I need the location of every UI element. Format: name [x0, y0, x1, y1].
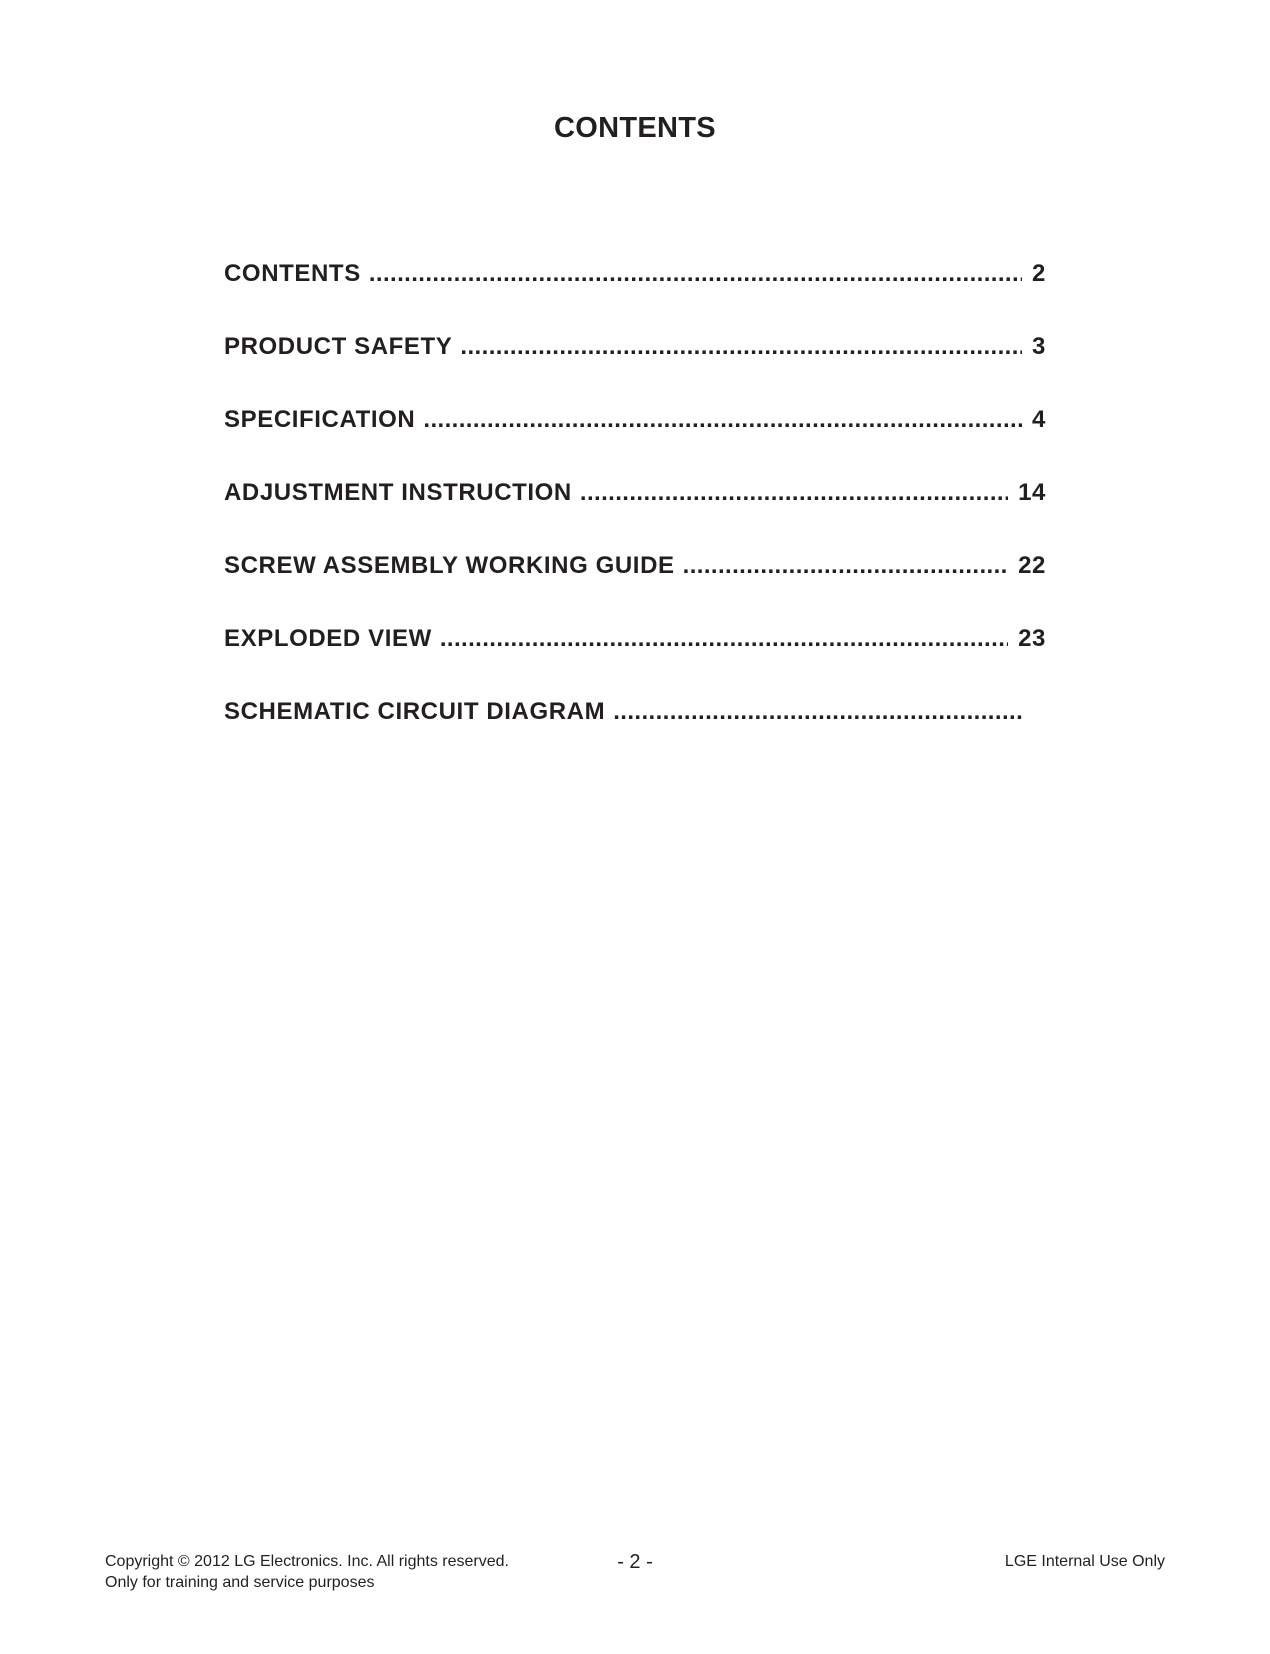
toc-leader-dots: [460, 333, 1022, 361]
toc-leader-dots: [369, 260, 1022, 288]
table-of-contents: [224, 260, 1046, 771]
footer-internal-notice: LGE Internal Use Only: [1004, 1553, 1165, 1570]
toc-label: ADJUSTMENT INSTRUCTION: [224, 479, 572, 506]
footer-copyright: Copyright © 2012 LG Electronics. Inc. All rights reserved.: [105, 1553, 509, 1570]
toc-entry-exploded-view[interactable]: [224, 625, 1046, 698]
toc-label: SPECIFICATION: [224, 406, 416, 433]
footer-page-number: - 2 -: [617, 1551, 653, 1573]
toc-label: PRODUCT SAFETY: [224, 333, 453, 360]
toc-entry-contents[interactable]: [224, 260, 1046, 333]
toc-entry-schematic-circuit-diagram[interactable]: [224, 698, 1046, 771]
toc-entry-product-safety[interactable]: [224, 333, 1046, 406]
footer-purpose: Only for training and service purposes: [105, 1574, 375, 1591]
toc-page-number: 3: [1032, 333, 1046, 360]
toc-leader-dots: [580, 479, 1008, 507]
toc-leader-dots: [683, 552, 1008, 580]
toc-entry-specification[interactable]: [224, 406, 1046, 479]
toc-leader-dots: [613, 698, 1022, 726]
toc-page-number: 2: [1032, 260, 1046, 287]
toc-label: EXPLODED VIEW: [224, 625, 432, 652]
toc-page-number: 23: [1018, 625, 1046, 652]
toc-leader-dots: [423, 406, 1022, 434]
toc-entry-screw-assembly-working-guide[interactable]: [224, 552, 1046, 625]
toc-page-number: 4: [1032, 406, 1046, 433]
toc-label: SCREW ASSEMBLY WORKING GUIDE: [224, 552, 675, 579]
toc-page-number: 14: [1018, 479, 1046, 506]
toc-leader-dots: [440, 625, 1008, 653]
toc-entry-adjustment-instruction[interactable]: [224, 479, 1046, 552]
toc-page-number: 22: [1018, 552, 1046, 579]
toc-label: CONTENTS: [224, 260, 361, 287]
toc-label: SCHEMATIC CIRCUIT DIAGRAM: [224, 698, 606, 725]
page-title: CONTENTS: [554, 112, 716, 144]
